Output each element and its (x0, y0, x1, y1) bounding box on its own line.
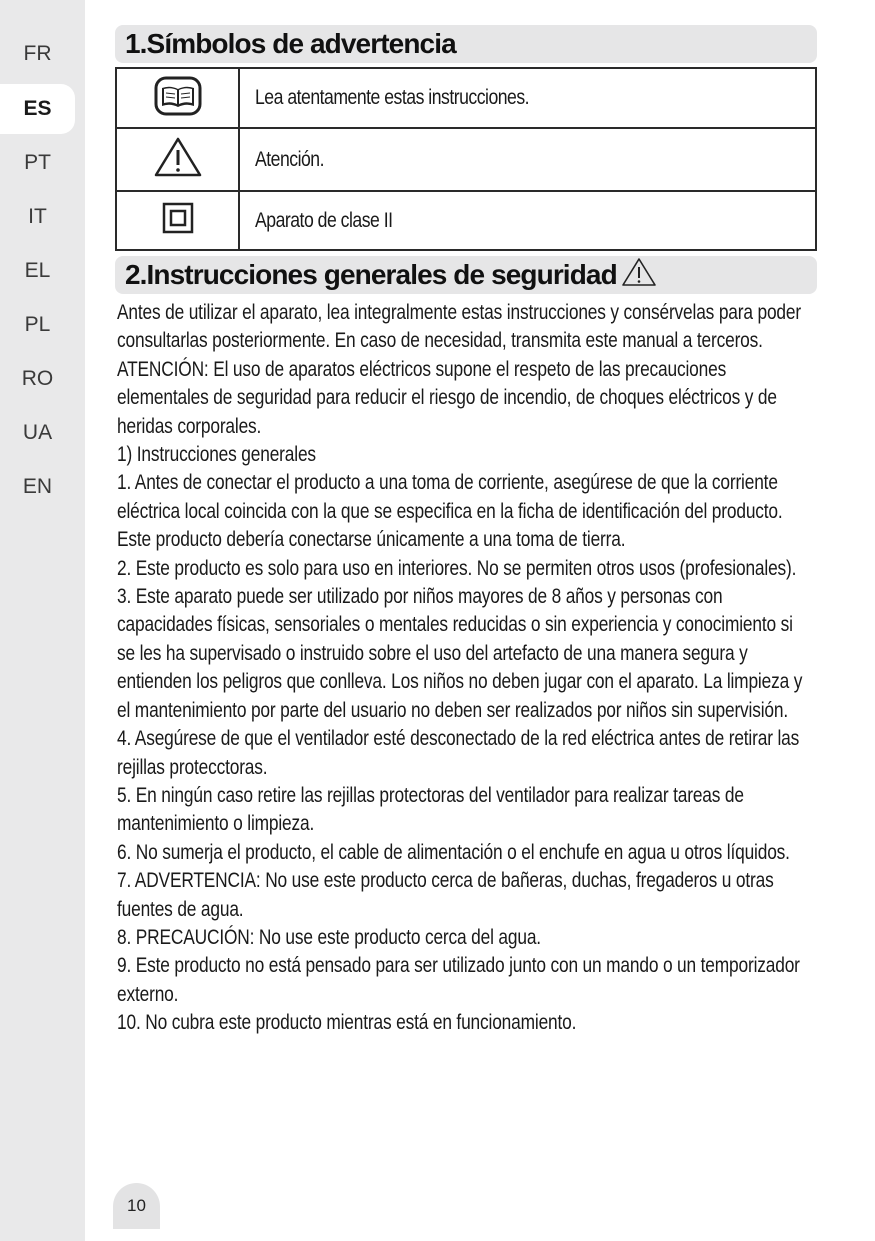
language-sidebar (0, 0, 85, 1241)
instruction-item: 4. Asegúrese de que el ventilador esté desconectado de la red eléctrica antes de retirar las rejillas protecctoras. (117, 727, 800, 779)
lang-tab-fr[interactable]: FR (23, 42, 52, 65)
lang-tab-it[interactable]: IT (28, 205, 47, 228)
safety-instructions-body (117, 299, 810, 1038)
section1-heading (115, 25, 817, 63)
subsection-title: 1) Instrucciones generales (117, 443, 316, 467)
warning-triangle-icon (153, 165, 203, 182)
table-row (116, 68, 816, 128)
class-ii-icon (162, 221, 194, 238)
lang-tab-ua[interactable]: UA (22, 421, 53, 444)
table-row (116, 191, 816, 250)
symbol-description: Aparato de clase II (239, 191, 816, 250)
symbol-cell (116, 128, 239, 191)
symbol-cell (116, 68, 239, 128)
lang-tab-pl[interactable]: PL (24, 313, 51, 336)
page-number: 10 (113, 1183, 160, 1229)
warning-symbols-table (115, 67, 817, 251)
symbol-description: Atención. (239, 128, 816, 191)
section2-title: 2.Instrucciones generales de seguridad (125, 259, 617, 290)
instruction-item: 8. PRECAUCIÓN: No use este producto cerca del agua. (117, 925, 541, 949)
instruction-item: 1. Antes de conectar el producto a una toma de corriente, asegúrese de que la corriente eléctrica local coincida con la que se especifica en la ficha de identificación del producto. Este producto debería conectarse únicamente a una toma de tierra. (117, 471, 783, 552)
section1-title: 1.Símbolos de advertencia (125, 28, 456, 59)
instruction-item: 2. Este producto es solo para uso en interiores. No se permiten otros usos (profesionales). (117, 556, 797, 580)
intro-paragraph: Antes de utilizar el aparato, lea integralmente estas instrucciones y consérvelas para poder consultarlas posteriormente. En caso de necesidad, transmita este manual a terceros. (117, 301, 801, 353)
instruction-item: 6. No sumerja el producto, el cable de alimentación o el enchufe en agua u otros líquidos. (117, 840, 790, 864)
table-row (116, 128, 816, 191)
attention-paragraph: ATENCIÓN: El uso de aparatos eléctricos supone el respeto de las precauciones elementales de seguridad para reducir el riesgo de incendio, de choques eléctricos y de heridas corporales. (117, 357, 777, 438)
warning-triangle-icon (621, 257, 657, 294)
symbol-cell (116, 191, 239, 250)
lang-tab-el[interactable]: EL (24, 259, 51, 282)
book-icon (154, 103, 202, 120)
instruction-item: 3. Este aparato puede ser utilizado por niños mayores de 8 años y personas con capacidades físicas, sensoriales o mentales reducidas o sin experiencia y conocimiento si se les ha supervisado o instruido sobre el uso del artefacto de una manera segura y entienden los peligros que conlleva. Los niños no deben jugar con el aparato. La limpieza y el mantenimiento por parte del usuario no deben ser realizados por niños sin supervisión. (117, 585, 803, 722)
lang-tab-en[interactable]: EN (22, 475, 53, 498)
instruction-item: 7. ADVERTENCIA: No use este producto cerca de bañeras, duchas, fregaderos u otras fuentes de agua. (117, 869, 774, 921)
section2-heading (115, 256, 817, 294)
instruction-item: 9. Este producto no está pensado para ser utilizado junto con un mando o un temporizador externo. (117, 954, 800, 1006)
lang-tab-es[interactable]: ES (0, 84, 75, 134)
lang-tab-pt[interactable]: PT (24, 151, 51, 174)
symbol-description: Lea atentamente estas instrucciones. (239, 68, 816, 128)
lang-tab-ro[interactable]: RO (21, 367, 54, 390)
instruction-item: 5. En ningún caso retire las rejillas protectoras del ventilador para realizar tareas de mantenimiento o limpieza. (117, 783, 744, 836)
instruction-item: 10. No cubra este producto mientras está en funcionamiento. (117, 1011, 577, 1035)
